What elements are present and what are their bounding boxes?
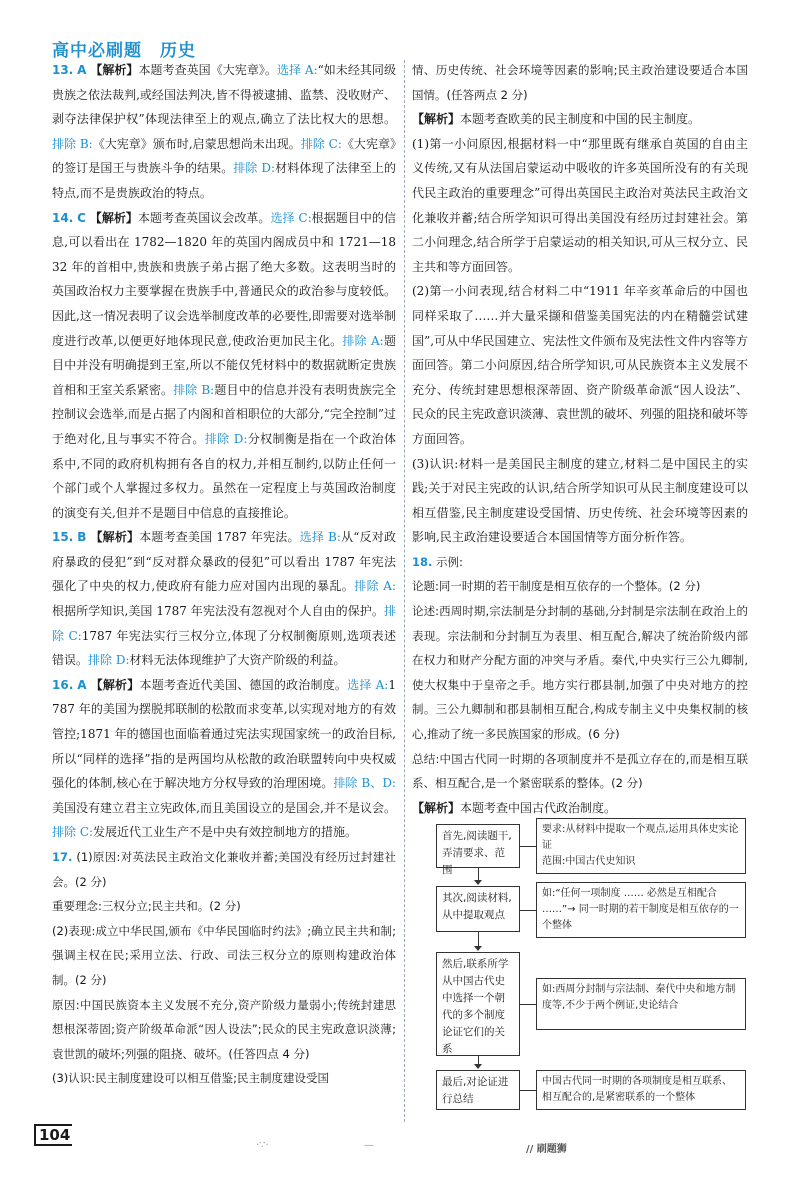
answer-choice: A xyxy=(77,63,87,77)
flow-step-2: 其次,阅读材料,从中提取观点 xyxy=(436,886,520,932)
footer-logo: // 刷题狮 xyxy=(526,1144,567,1155)
right-column xyxy=(412,58,748,820)
flow-result-1: 要求:从材料中提取一个观点,运用具体史实论证 范围:中国古代史知识 xyxy=(536,818,746,874)
column-divider xyxy=(404,60,405,1122)
arrow-head-icon xyxy=(474,880,482,885)
answer-17: 17. (1)原因:对英法民主政治文化兼收并蓄;美国没有经历过封建社会。(2 分) 重要理念:三权分立;民主共和。(2 分) (2)表现:成立中华民国,颁布《中华民国临时约法》;确立民主共和制;强调主权在民;采用立法、行政、司法三权分立的原则构建政治体制。(2 分) 原因:中国民族资本主义发展不充分,资产阶级力量弱小;传统封建思想根深蒂固;资产阶级革命派“因人设法”;民众的民主宪政意识淡薄;袁世凯的破坏;列强的阻挠、破坏。(任答四点 4 分) (3)认识:民主制度建设可以相互借鉴;民主制度建设受国 xyxy=(52,850,397,1086)
analysis-18: 【解析】本题考查中国古代政治制度。 xyxy=(412,800,617,815)
analysis-tag: 【解析】 xyxy=(90,530,140,545)
flow-step-1: 首先,阅读题干,弄清要求、范围 xyxy=(436,824,520,868)
page-title: 高中必刷题 历史 xyxy=(52,41,196,61)
question-number: 16. xyxy=(52,677,74,692)
analysis-tag: 【解析】 xyxy=(90,63,139,77)
analysis-tag: 【解析】 xyxy=(412,112,461,127)
answer-17-continued: 情、历史传统、社会环境等因素的影响;民主政治建设要适合本国国情。(任答两点 2 分) xyxy=(412,63,748,102)
analysis-tag: 【解析】 xyxy=(89,210,138,225)
connector-line xyxy=(520,1090,536,1091)
left-column xyxy=(52,58,396,1091)
analysis-17: 【解析】本题考查欧美的民主制度和中国的民主制度。 (1)第一小问原因,根据材料一中“那里既有继承自英国的自由主义传统,又有从法国启蒙运动中吸收的许多英国所没有的有关现代民主政治的重要理念”可得出英国民主政治对英法民主政治文化兼收并蓄;结合所学知识可得出美国没有经历过封建社会。第二小问理念,结合所学于启蒙运动的相关知识,可从三权分立、民主共和等方面回答。 (2)第一小问表现,结合材料二中“1911 年辛亥革命后的中国也同样采取了……并大量采撷和借鉴美国宪法的内在精髓尝试建国”,可从中华民国建立、宪法性文件颁布及宪法性文件内容等方面回答。第二小问原因,结合所学知识,可从民族资本主义发展不充分、传统封建思想根深蒂固、资产阶级革命派“因人设法”、民众的民主宪政意识淡薄、袁世凯的破坏、列强的阻挠和破坏等方面回答。 (3)认识:材料一是美国民主制度的建立,材料二是中国民主的实践;关于对民主宪政的认识,结合所学知识可从民主制度建设可以相互借鉴,民主制度建设受国情、历史传统、社会环境等因素的影响,民主政治建设要适合本国国情等方面分析作答。 xyxy=(412,112,749,545)
arrow-head-icon xyxy=(474,946,482,951)
answer-choice: B xyxy=(77,530,87,545)
arrow-head-icon xyxy=(474,1064,482,1069)
footer-mark: ·∵· xyxy=(256,1140,269,1151)
connector-line xyxy=(520,910,536,911)
question-number: 13. xyxy=(52,63,74,77)
connector-line xyxy=(520,1004,536,1005)
answer-choice: A xyxy=(77,677,87,692)
question-number: 18. xyxy=(412,554,433,569)
flow-result-2: 如:“任何一项制度 …… 必然是互相配合 ……”→ 同一时期的若干制度是相互依存的一个整体 xyxy=(536,882,746,938)
flow-step-3: 然后,联系所学从中国古代史中选择一个朝代的多个制度论证它们的关系 xyxy=(436,952,520,1056)
answer-16: 16. A 【解析】本题考查近代美国、德国的政治制度。选择 A:1787 年的美国为摆脱邦联制的松散而求变革,以实现对地方的有效管控;1871 年的德国也面临着通过宪法实现国家统一的政治目标,所以“同样的选择”指的是两国均从松散的政治联盟转向中央权威强化的体制,核心在于解决地方分权导致的治理困境。排除 B、D:美国没有建立君主立宪政体,而且美国设立的是国会,并不是议会。排除 C:发展近代工业生产不是中央有效控制地方的措施。 xyxy=(52,677,396,840)
answer-18: 18. 示例: 论题:同一时期的若干制度是相互依存的一个整体。(2 分) 论述:西周时期,宗法制是分封制的基础,分封制是宗法制在政治上的表现。宗法制和分封制互为表里、相互配合,解决了统治阶级内部在权力和财产分配方面的冲突与矛盾。秦代,中央实行三公九卿制,使大权集中于皇帝之手。地方实行郡县制,加强了中央对地方的控制。三公九卿制和郡县制相互配合,构成专制主义中央集权制的核心,推动了统一多民族国家的形成。(6 分) 总结:中国古代同一时期的各项制度并不是孤立存在的,而是相互联系、相互配合,是一个紧密联系的整体。(2 分) xyxy=(412,554,748,791)
answer-choice: C xyxy=(77,210,86,225)
question-number: 14. xyxy=(52,210,74,225)
analysis-tag: 【解析】 xyxy=(90,677,140,692)
answer-13: 13. A 【解析】本题考查英国《大宪章》。选择 A:“如未经其同级贵族之依法裁判,或经国法判决,皆不得被逮捕、监禁、没收财产、剥夺法律保护权”体现法律至上的观点,确立了法比权大的思想。排除 B:《大宪章》颁布时,启蒙思想尚未出现。排除 C:《大宪章》的签订是国王与贵族斗争的结果。排除 D:材料体现了法律至上的特点,而不是贵族政治的特点。 xyxy=(52,63,396,200)
flow-result-4: 中国古代同一时期的各项制度是相互联系、相互配合的,是紧密联系的一个整体 xyxy=(536,1070,746,1110)
question-number: 15. xyxy=(52,530,74,545)
answer-14: 14. C 【解析】本题考查英国议会改革。选择 C:根据题目中的信息,可以看出在 1782—1820 年的英国内阁成员中和 1721—1832 年的首相中,贵族和贵族子弟占据了绝大多数。这表明当时的英国政治权力主要掌握在贵族手中,普通民众的政治参与度较低。因此,这一情况表明了议会选举制度改革的必要性,即需要对选举制度进行改革,以便更好地体现民意,使政治更加民主化。排除 A:题目中并没有明确提到王室,所以不能仅凭材料中的数据就断定贵族首相和王室关系紧密。排除 B:题目中的信息并没有表明贵族完全控制议会选举,而是占据了内阁和首相职位的大部分,“完全控制”过于绝对化,且与事实不符合。排除 D:分权制衡是指在一个政治体系中,不同的政府机构拥有各自的权力,并相互制约,以防止任何一个部门或个人掌握过多权力。虽然在一定程度上与英国政治制度的演变有关,但并不是题目中信息的直接推论。 xyxy=(52,210,396,520)
connector-line xyxy=(520,846,536,847)
question-number: 17. xyxy=(52,850,73,864)
page-number: 104 xyxy=(34,1124,72,1146)
footer-dash: — xyxy=(364,1140,374,1151)
answer-15: 15. B 【解析】本题考查美国 1787 年宪法。选择 B:从“反对政府暴政的侵犯”到“反对群众暴政的侵犯”可以看出 1787 年宪法强化了中央的权力,使政府有能力应对国内出现的暴乱。排除 A:根据所学知识,美国 1787 年宪法没有忽视对个人自由的保护。排除 C:1787 年宪法实行三权分立,体现了分权制衡原则,选项表述错误。排除 D:材料无法体现维护了大资产阶级的利益。 xyxy=(52,530,396,668)
flow-step-4: 最后,对论证进行总结 xyxy=(436,1070,520,1110)
answer-flowchart xyxy=(436,818,748,1118)
analysis-tag: 【解析】 xyxy=(412,800,461,815)
flow-result-3: 如:西周分封制与宗法制、秦代中央和地方制度等,不少于两个例证,史论结合 xyxy=(536,978,746,1030)
